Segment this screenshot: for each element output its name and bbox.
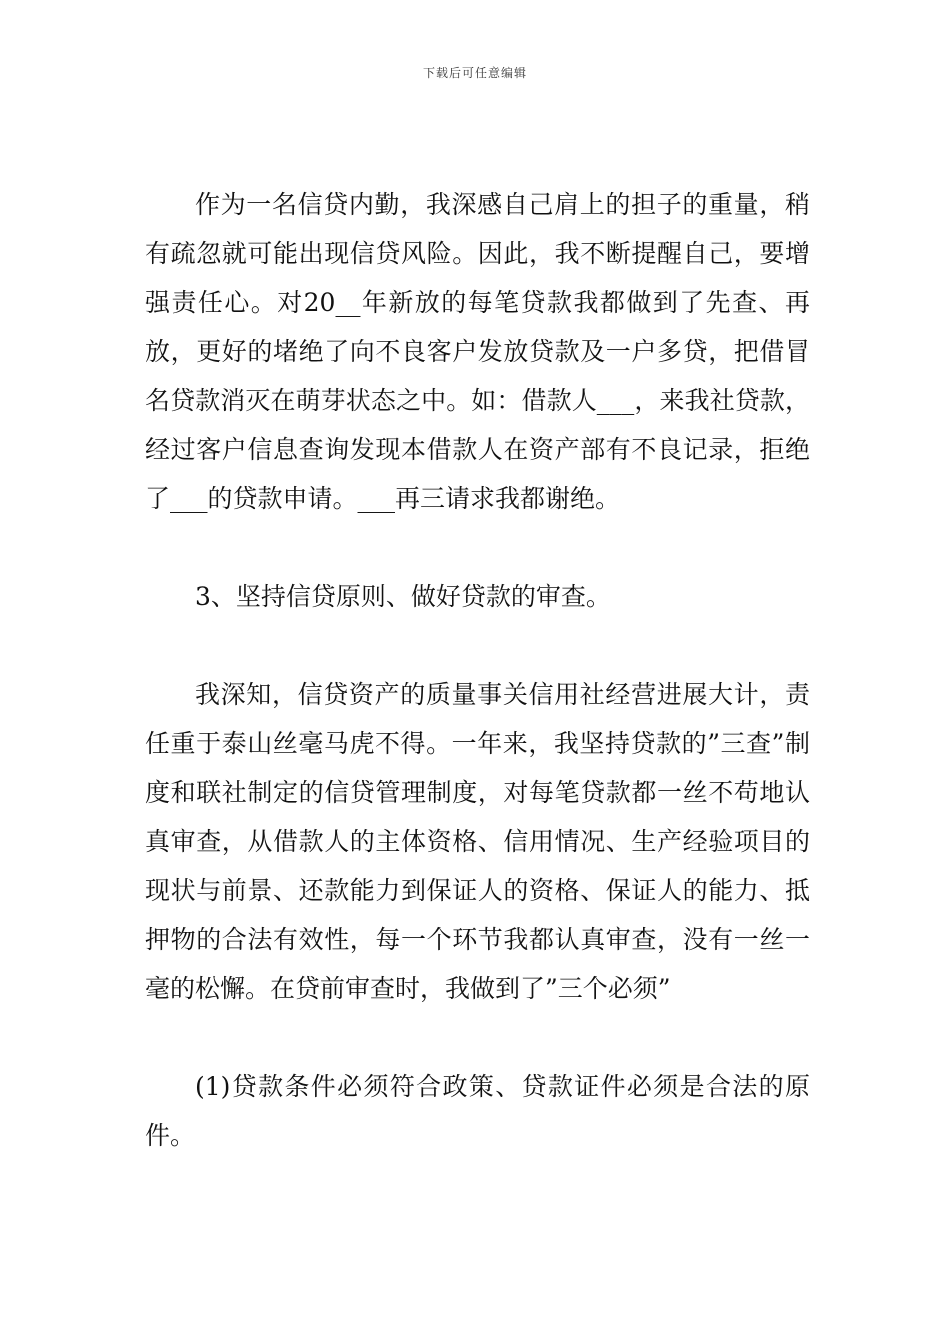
paragraph-loan-conditions: (1)贷款条件必须符合政策、贷款证件必须是合法的原件。 xyxy=(145,1072,810,1150)
section-heading-loan-review: 3、坚持信贷原则、做好贷款的审查。 xyxy=(195,582,611,611)
paragraph-gap xyxy=(145,1013,810,1062)
paragraph-gap xyxy=(145,523,810,572)
paragraph-loan-review: 我深知，信贷资产的质量事关信用社经营进展大计，责任重于泰山丝毫马虎不得。一年来，我坚持贷款的”三查”制度和联社制定的信贷管理制度，对每笔贷款都一丝不苟地认真审查，从借款人的主体资格、信用情况、生产经验项目的现状与前景、还款能力到保证人的资格、保证人的能力、抵押物的合法有效性，每一个环节我都认真审查，没有一丝一毫的松懈。在贷前审查时，我做到了”三个必须” xyxy=(145,680,810,1003)
paragraph-gap xyxy=(145,621,810,670)
document-body xyxy=(145,180,810,1160)
paragraph-credit-duty: 作为一名信贷内勤，我深感自己肩上的担子的重量，稍有疏忽就可能出现信贷风险。因此，我不断提醒自己，要增强责任心。对20__年新放的每笔贷款我都做到了先查、再放，更好的堵绝了向不良客户发放贷款及一户多贷，把借冒名贷款消灭在萌芽状态之中。如：借款人___，来我社贷款，经过客户信息查询发现本借款人在资产部有不良记录，拒绝了___的贷款申请。___再三请求我都谢绝。 xyxy=(145,190,810,513)
page-header: 下载后可任意编辑 xyxy=(422,66,527,80)
